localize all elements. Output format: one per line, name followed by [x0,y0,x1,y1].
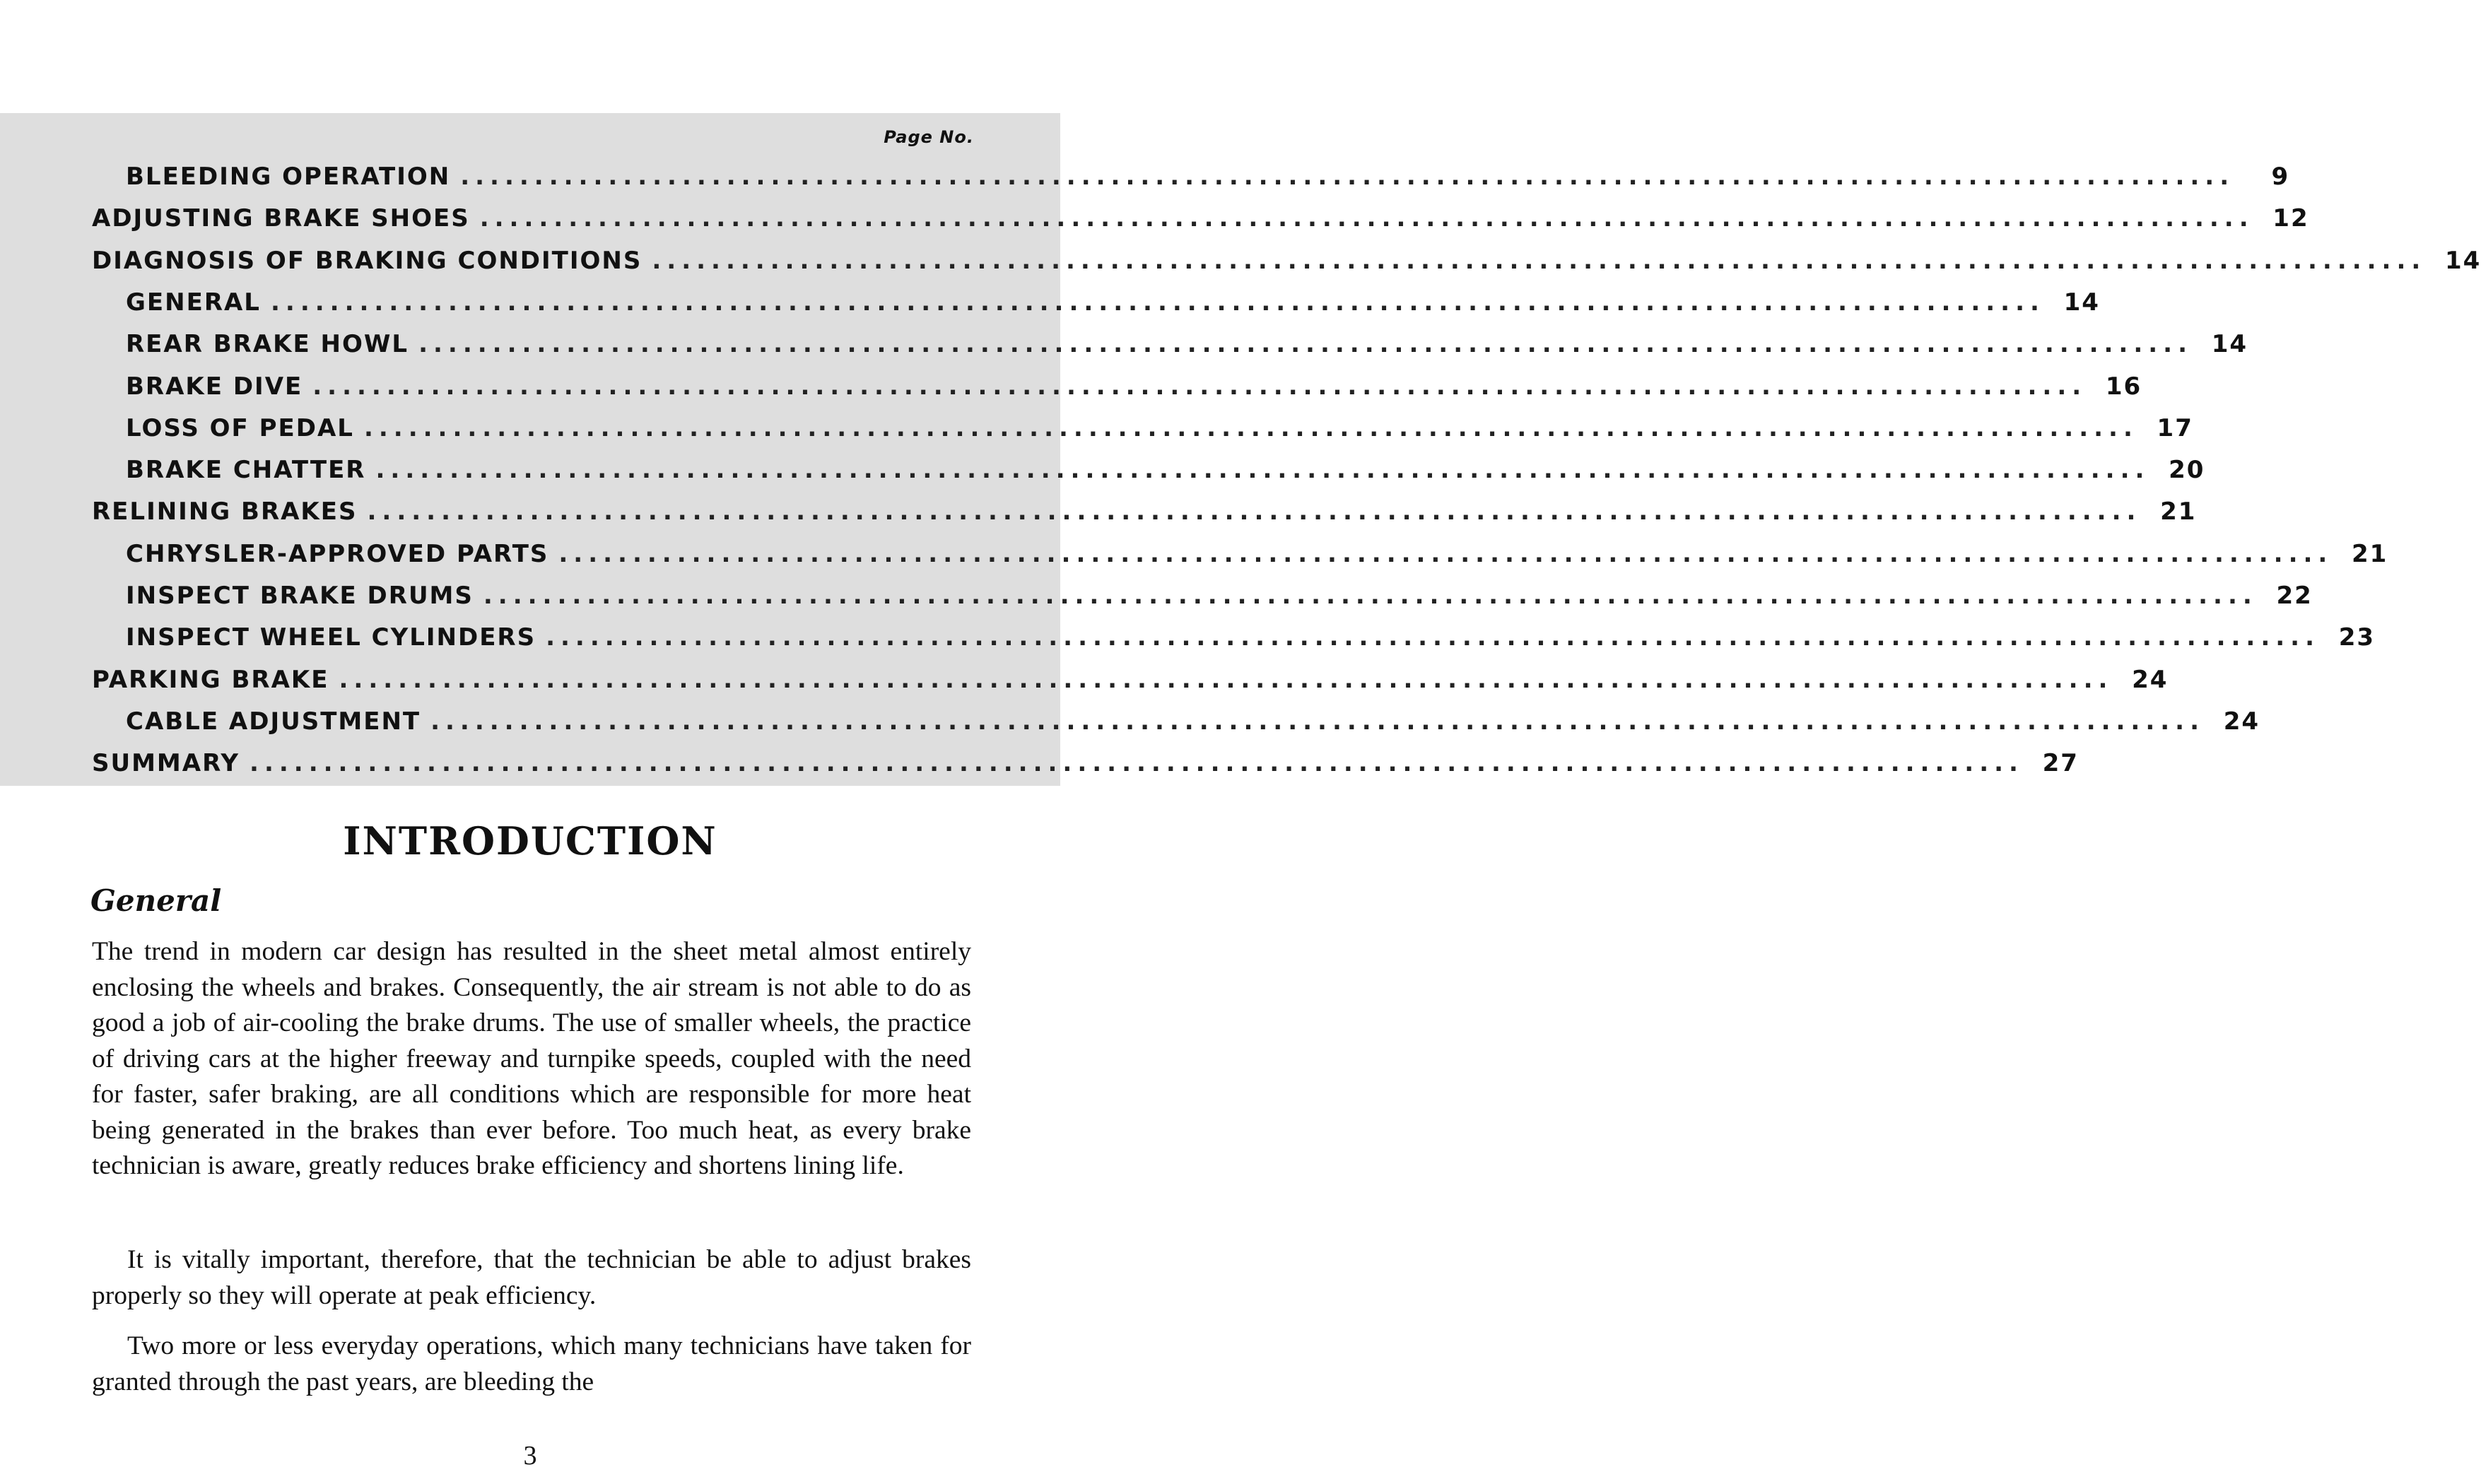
toc-entry-title: SUMMARY [92,749,240,778]
toc-entry-title: ADJUSTING BRAKE SHOES [92,204,470,233]
body-paragraph: Two more or less everyday operations, which many technicians have taken for granted through the past years, are bleeding the [92,1331,971,1396]
toc-entry-page: 9 [2271,163,2290,191]
toc-entry [0,700,2260,743]
toc-entry-title: CHRYSLER-APPROVED PARTS [126,539,549,568]
toc-entry-page: 14 [2444,246,2481,275]
toc-entry-page: 21 [2160,497,2197,526]
toc-page-number-header: Page No. [884,127,974,147]
toc-entry [0,155,2290,198]
toc-entry-page: 16 [2105,372,2142,401]
toc-entry [0,240,2481,282]
toc-entry-title: PARKING BRAKE [92,665,329,694]
toc-entry [0,490,2197,533]
toc-entry-title: CABLE ADJUSTMENT [126,707,421,736]
toc-leader-dots: ........................................................................................................................ [430,707,2205,736]
toc-entry-title: RELINING BRAKES [92,497,358,526]
toc-entry-page: 14 [2211,330,2248,359]
toc-entry [0,281,2100,324]
toc-entry-page: 20 [2169,456,2205,485]
toc-leader-dots: ........................................................................................................................ [460,163,2235,191]
toc-leader-dots: ........................................................................................................................ [558,539,2333,568]
toc-entry-title: BRAKE DIVE [126,372,303,401]
toc-entry-title: INSPECT WHEEL CYLINDERS [126,623,536,652]
toc-leader-dots: ........................................................................................................................ [479,204,2254,233]
toc-entry-page: 24 [2223,707,2260,736]
toc-leader-dots: ........................................................................................................................ [250,749,2024,778]
toc-leader-dots: ........................................................................................................................ [367,497,2142,526]
toc-entry [0,407,2193,449]
toc-entry [0,575,2313,617]
toc-entry-page: 14 [2063,288,2100,317]
toc-leader-dots: ........................................................................................................................ [363,413,2138,442]
toc-entry [0,197,2309,240]
toc-leader-dots: ........................................................................................................................ [312,372,2087,401]
page-number: 3 [523,1441,537,1471]
section-heading: INTRODUCTION [343,818,717,864]
toc-entry [0,365,2142,408]
body-paragraph: The trend in modern car design has resulted in the sheet metal almost entirely enclosing the wheels and brakes. Consequently, the air stream is not able to do as good a job of air-cooling the brake drums. The use of smaller wheels, the practice of driving cars at the higher freeway and turnpike speeds, coupled with the need for faster, safer braking, are all conditions which are responsible for more heat being generated in the brakes than ever before. Too much heat, as every brake technician is aware, greatly reduces brake efficiency and shortens lining life. [92,937,971,1180]
toc-entry [0,616,2376,659]
toc-entry [0,533,2388,575]
toc-entry [0,449,2205,491]
toc-entry [0,323,2248,365]
toc-leader-dots: ........................................................................................................................ [652,246,2427,275]
toc-entry-title: REAR BRAKE HOWL [126,330,409,359]
toc-entry-page: 22 [2276,582,2313,610]
toc-entry-page: 17 [2157,413,2193,442]
toc-leader-dots: ........................................................................................................................ [483,582,2258,610]
toc-entry-page: 27 [2042,749,2079,778]
toc-entry-title: INSPECT BRAKE DRUMS [126,582,474,610]
section-subheading: General [90,883,222,918]
toc-leader-dots: ........................................................................................................................ [546,623,2321,652]
toc-entry [0,742,2079,784]
toc-entry-title: BRAKE CHATTER [126,456,366,485]
toc-leader-dots: ........................................................................................................................ [418,330,2193,359]
body-paragraph: It is vitally important, therefore, that the technician be able to adjust brakes properly so they will operate at peak efficiency. [92,1245,971,1310]
toc-entry-title: LOSS OF PEDAL [126,413,354,442]
toc-leader-dots: ........................................................................................................................ [270,288,2045,317]
toc-entry-page: 24 [2132,665,2169,694]
toc-entry-page: 23 [2338,623,2376,652]
table-of-contents [0,113,2481,786]
toc-entry-page: 21 [2351,539,2388,568]
toc-entry-title: GENERAL [126,288,261,317]
toc-leader-dots: ........................................................................................................................ [339,665,2113,694]
toc-entry [0,659,2169,701]
toc-entry-page: 12 [2272,204,2309,233]
toc-entry-title: BLEEDING OPERATION [126,163,451,191]
toc-entry-title: DIAGNOSIS OF BRAKING CONDITIONS [92,246,643,275]
toc-leader-dots: ........................................................................................................................ [375,456,2150,485]
